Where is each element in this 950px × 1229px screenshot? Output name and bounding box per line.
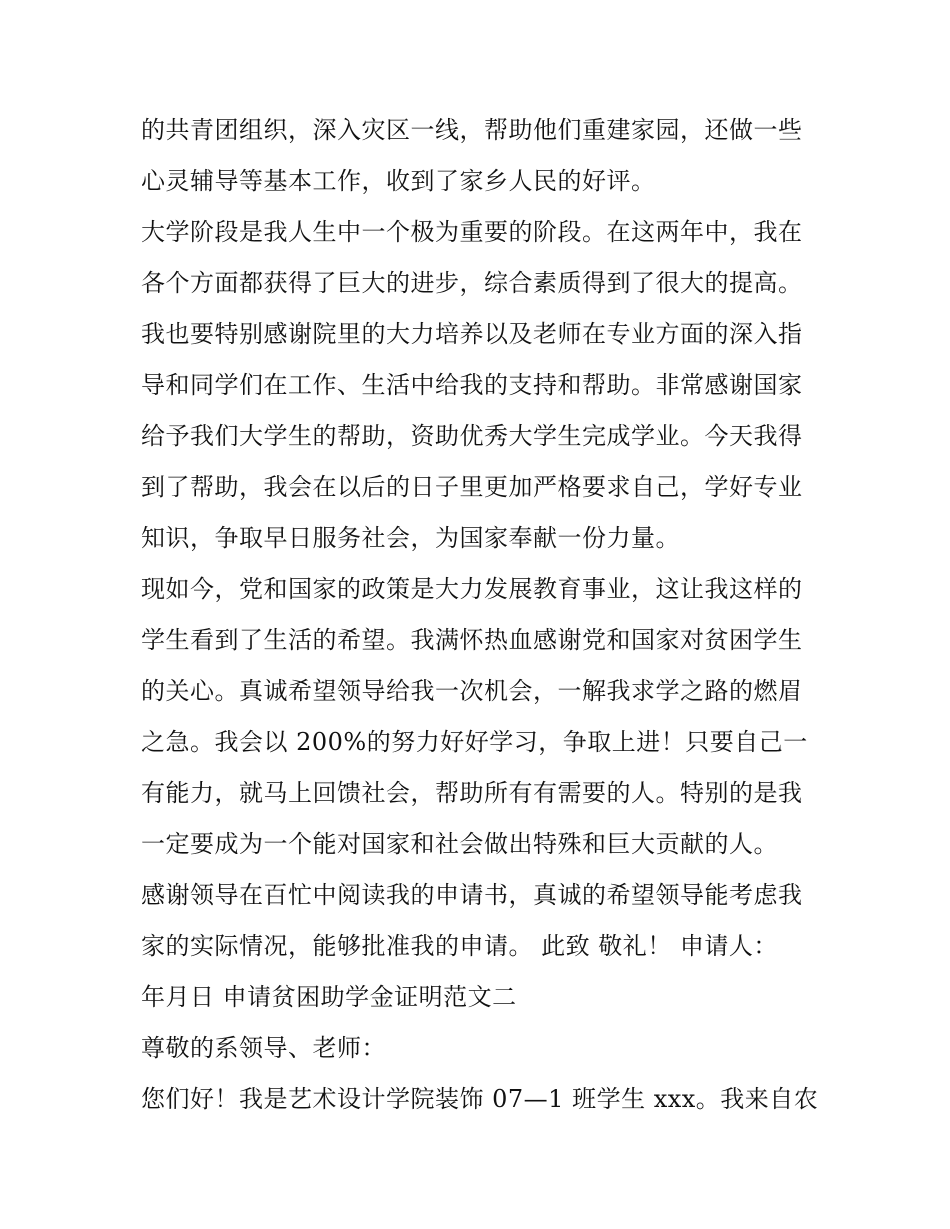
text-line: 到了帮助，我会在以后的日子里更加严格要求自己，学好专业 — [141, 473, 803, 501]
text-line: 家的实际情况，能够批准我的申请。 此致 敬礼！ 申请人： — [141, 932, 778, 960]
text-line: 您们好！我是艺术设计学院装饰 07—1 班学生 xxx。我来自农 — [141, 1085, 819, 1113]
text-line: 给予我们大学生的帮助，资助优秀大学生完成学业。今天我得 — [141, 422, 803, 450]
text-line: 感谢领导在百忙中阅读我的申请书，真诚的希望领导能考虑我 — [141, 881, 803, 909]
body-text — [141, 110, 821, 1130]
text-line: 心灵辅导等基本工作，收到了家乡人民的好评。 — [141, 167, 656, 195]
text-line: 大学阶段是我人生中一个极为重要的阶段。在这两年中，我在 — [141, 218, 803, 246]
text-line: 现如今，党和国家的政策是大力发展教育事业，这让我这样的 — [141, 575, 803, 603]
text-line: 知识，争取早日服务社会，为国家奉献一份力量。 — [141, 524, 680, 552]
text-line: 的共青团组织，深入灾区一线，帮助他们重建家园，还做一些 — [141, 116, 803, 144]
text-line: 各个方面都获得了巨大的进步，综合素质得到了很大的提高。 — [141, 269, 803, 297]
text-line: 年月日 申请贫困助学金证明范文二 — [141, 983, 517, 1011]
text-line: 一定要成为一个能对国家和社会做出特殊和巨大贡献的人。 — [141, 830, 778, 858]
text-line: 我也要特别感谢院里的大力培养以及老师在专业方面的深入指 — [141, 320, 803, 348]
text-line: 学生看到了生活的希望。我满怀热血感谢党和国家对贫困学生 — [141, 626, 803, 654]
text-line: 导和同学们在工作、生活中给我的支持和帮助。非常感谢国家 — [141, 371, 803, 399]
text-line: 有能力，就马上回馈社会，帮助所有有需要的人。特别的是我 — [141, 779, 803, 807]
text-line: 之急。我会以 200%的努力好好学习，争取上进！只要自己一 — [141, 728, 808, 756]
text-line: 的关心。真诚希望领导给我一次机会，一解我求学之路的燃眉 — [141, 677, 803, 705]
text-line: 尊敬的系领导、老师： — [141, 1034, 386, 1062]
